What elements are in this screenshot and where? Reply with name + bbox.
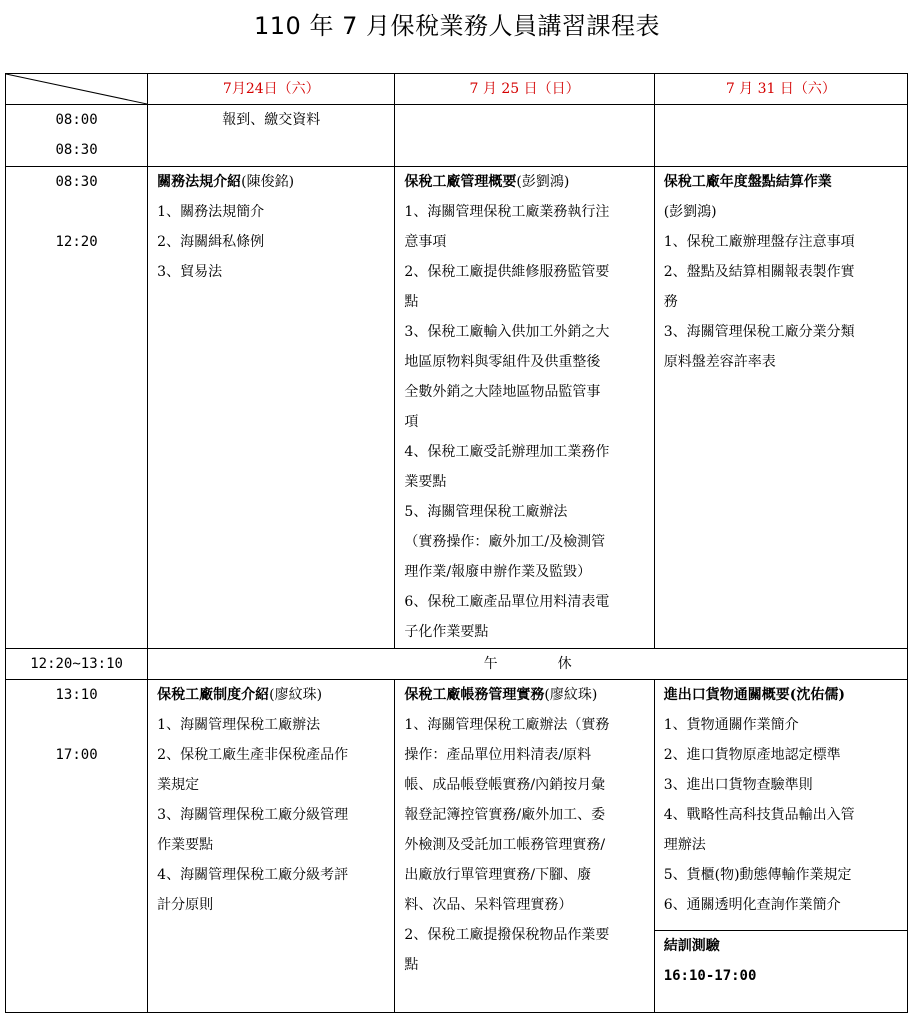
course-item: 外檢測及受託加工帳務管理實務/ — [404, 837, 606, 853]
course-cell — [654, 167, 907, 649]
lunch-row — [6, 649, 908, 680]
corner-cell — [6, 74, 148, 105]
course-item: 2、進口貨物原產地認定標準 — [663, 747, 841, 763]
course-speaker: (廖紋珠) — [544, 687, 598, 703]
time-start: 08:00 — [55, 112, 98, 128]
course-item: 2、海關緝私條例 — [157, 234, 265, 250]
course-item: 點 — [404, 957, 419, 973]
course-item: 料、次品、呆料管理實務） — [404, 897, 573, 913]
time-start: 08:30 — [55, 174, 98, 190]
course-speaker: (陳俊銘) — [241, 174, 295, 190]
day-header-3: 7 月 31 日（六） — [654, 74, 907, 105]
course-item: 計分原則 — [157, 897, 214, 913]
day-header-2: 7 月 25 日（日） — [395, 74, 654, 105]
schedule-table — [5, 73, 908, 1013]
course-cell — [148, 680, 395, 1013]
course-item: 子化作業要點 — [404, 624, 489, 640]
time-end: 12:20 — [55, 234, 98, 250]
course-item: 6、保稅工廠產品單位用料清表電 — [404, 594, 610, 610]
course-cell — [148, 167, 395, 649]
course-speaker: (沈佑儒) — [789, 687, 845, 703]
course-item: 1、關務法規簡介 — [157, 204, 265, 220]
course-item: 帳、成品帳登帳實務/內銷按月彙 — [404, 777, 606, 793]
day-header-1: 7月24日（六） — [148, 74, 395, 105]
page-title: 110 年 7 月保稅業務人員講習課程表 — [254, 12, 660, 40]
course-item: 4、海關管理保稅工廠分級考評 — [157, 867, 349, 883]
course-item: 3、貿易法 — [157, 264, 223, 280]
course-item: 2、保稅工廠提撥保稅物品作業要 — [404, 927, 610, 943]
course-item: 2、保稅工廠生產非保稅產品作 — [157, 747, 349, 763]
course-item: 理辦法 — [663, 837, 706, 853]
empty-cell — [654, 105, 907, 167]
time-end: 08:30 — [55, 142, 98, 158]
course-item: 5、貨櫃(物)動態傳輸作業規定 — [663, 867, 852, 883]
course-item: 6、通關透明化查詢作業簡介 — [663, 897, 841, 913]
time-cell-morning — [6, 167, 148, 649]
course-cell — [654, 680, 907, 1013]
course-item: 1、海關管理保稅工廠業務執行注 — [404, 204, 610, 220]
course-item: 項 — [404, 414, 419, 430]
lunch-cell — [148, 649, 908, 680]
registration-text: 報到、繳交資料 — [222, 112, 321, 128]
course-item: 3、海關管理保稅工廠分業分類 — [663, 324, 855, 340]
exam-label: 結訓測驗 — [663, 938, 720, 954]
course-item: 務 — [663, 294, 678, 310]
course-heading: 保稅工廠帳務管理實務 — [404, 687, 545, 703]
course-heading: 保稅工廠管理概要 — [404, 174, 517, 190]
slot-row-afternoon — [6, 680, 908, 1013]
course-speaker: (彭劉鴻) — [663, 204, 717, 220]
course-item: 4、戰略性高科技貨品輸出入管 — [663, 807, 855, 823]
time-cell-registration — [6, 105, 148, 167]
time-start: 13:10 — [55, 687, 98, 703]
slot-row-morning — [6, 167, 908, 649]
empty-cell — [395, 105, 654, 167]
registration-cell — [148, 105, 395, 167]
course-heading: 進出口貨物通關概要 — [663, 687, 790, 703]
course-item: 操作：產品單位用料清表/原料 — [404, 747, 592, 763]
course-cell — [395, 680, 654, 1013]
lunch-time: 12:20~13:10 — [6, 649, 148, 680]
course-item: 原料盤差容許率表 — [663, 354, 776, 370]
course-speaker: (廖紋珠) — [269, 687, 323, 703]
course-item: 2、盤點及結算相關報表製作實 — [663, 264, 855, 280]
lunch-label-b: 休 — [557, 656, 572, 672]
course-item: 3、保稅工廠輸入供加工外銷之大 — [404, 324, 610, 340]
course-item: 5、海關管理保稅工廠辦法 — [404, 504, 568, 520]
course-item: 1、海關管理保稅工廠辦法（實務 — [404, 717, 610, 733]
lunch-label-a: 午 — [483, 656, 558, 672]
course-item: 1、貨物通關作業簡介 — [663, 717, 799, 733]
course-cell — [395, 167, 654, 649]
header-row — [6, 74, 908, 105]
course-item: 業規定 — [157, 777, 200, 793]
course-item: 點 — [404, 294, 419, 310]
diagonal-line — [6, 74, 147, 104]
course-item: 3、海關管理保稅工廠分級管理 — [157, 807, 349, 823]
time-cell-afternoon — [6, 680, 148, 1013]
course-item: 3、進出口貨物查驗準則 — [663, 777, 813, 793]
course-item: 意事項 — [404, 234, 447, 250]
course-heading: 關務法規介紹 — [157, 174, 242, 190]
course-item: 出廠放行單管理實務/下腳、廢 — [404, 867, 592, 883]
course-item: 作業要點 — [157, 837, 214, 853]
course-item: 業要點 — [404, 474, 447, 490]
course-item: 報登記簿控管實務/廠外加工、委 — [404, 807, 606, 823]
course-item: 4、保稅工廠受託辦理加工業務作 — [404, 444, 610, 460]
course-item: 理作業/報廢申辦作業及監毀） — [404, 564, 592, 580]
slot-row-registration — [6, 105, 908, 167]
exam-block — [655, 930, 907, 991]
course-speaker: (彭劉鴻) — [516, 174, 570, 190]
course-heading: 保稅工廠制度介紹 — [157, 687, 270, 703]
course-item: 全數外銷之大陸地區物品監管事 — [404, 384, 601, 400]
course-item: （實務操作：廠外加工/及檢測管 — [404, 534, 606, 550]
course-heading: 保稅工廠年度盤點結算作業 — [663, 174, 832, 190]
exam-time: 16:10-17:00 — [663, 968, 757, 984]
time-end: 17:00 — [55, 747, 98, 763]
course-item: 1、保稅工廠辦理盤存注意事項 — [663, 234, 855, 250]
course-item: 2、保稅工廠提供維修服務監管要 — [404, 264, 610, 280]
course-item: 1、海關管理保稅工廠辦法 — [157, 717, 321, 733]
course-item: 地區原物料與零組件及供重整後 — [404, 354, 601, 370]
